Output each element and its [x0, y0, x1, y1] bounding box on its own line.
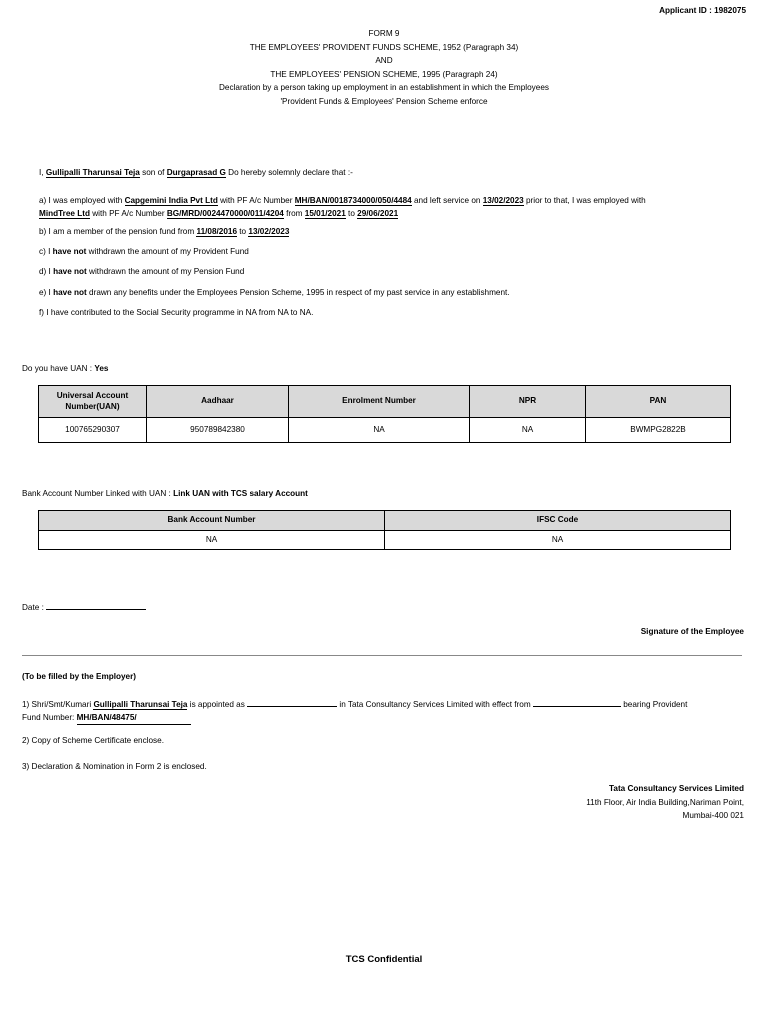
bank-label: Bank Account Number Linked with UAN :	[22, 489, 174, 498]
uan-header: Universal Account Number(UAN)	[39, 386, 147, 418]
item-a	[39, 194, 739, 220]
bank-table-header	[39, 511, 731, 531]
designation-field[interactable]	[247, 697, 337, 707]
item-a-text-4: prior to that, I was employed with	[523, 196, 646, 205]
item-b-text-1: b) I am a member of the pension fund from	[39, 227, 197, 236]
declaration-i: I,	[39, 168, 46, 177]
declaration-text: Do hereby solemnly declare that :-	[225, 168, 353, 177]
aadhaar-value-cell: 950789842380	[147, 418, 289, 443]
appointee-name: Gullipalli Tharunsai Teja	[93, 700, 188, 709]
previous-employer-1: Capgemini India Pvt Ltd	[124, 196, 218, 205]
uan-value: Yes	[94, 364, 109, 373]
declaration-son-of: son of	[139, 168, 167, 177]
employer-item-1-text-3: in Tata Consultancy Services Limited with effect from	[337, 700, 533, 709]
company-address-line-2: Mumbai-400 021	[682, 811, 744, 820]
employer-item-1-text-1: 1) Shri/Smt/Kumari	[22, 700, 94, 709]
employer2-from-date: 15/01/2021	[304, 209, 346, 218]
declaration-line	[39, 168, 353, 179]
enrolment-header: Enrolment Number	[289, 386, 470, 418]
item-e-text-1: e) I	[39, 288, 54, 297]
pension-from-date: 11/08/2016	[196, 227, 237, 236]
employee-name: Gullipalli Tharunsai Teja	[45, 168, 140, 177]
employer2-to-date: 29/06/2021	[357, 209, 399, 218]
section-divider	[22, 655, 742, 656]
npr-header: NPR	[470, 386, 586, 418]
item-c-text-2: withdrawn the amount of my Provident Fund	[86, 247, 249, 256]
item-a-text-5: with PF A/c Number	[89, 209, 167, 218]
bank-account-value-cell: NA	[39, 531, 385, 550]
bank-question	[22, 489, 308, 500]
form-description-2: 'Provident Funds & Employees' Pension Scheme enforce	[280, 96, 488, 106]
form-title: FORM 9	[368, 29, 400, 38]
item-c-text-1: c) I	[39, 247, 53, 256]
date-label: Date :	[22, 603, 47, 612]
table-row	[39, 418, 731, 443]
form-header	[0, 27, 768, 109]
uan-value-cell: 100765290307	[39, 418, 147, 443]
item-e-bold: have not	[53, 288, 87, 297]
bank-table	[38, 510, 731, 550]
date-field[interactable]	[46, 600, 146, 610]
enrolment-value-cell: NA	[289, 418, 470, 443]
applicant-id-value: 1982075	[714, 6, 746, 15]
item-d-text-1: d) I	[39, 267, 54, 276]
pf-number-1: MH/BAN/0018734000/050/4484	[294, 196, 412, 205]
company-address-line-1: 11th Floor, Air India Building,Nariman Point,	[586, 797, 744, 807]
form-scheme-1995: THE EMPLOYEES' PENSION SCHEME, 1995 (Paragraph 24)	[270, 69, 498, 79]
effective-date-field[interactable]	[533, 697, 621, 707]
provident-fund-number: MH/BAN/48475/	[77, 711, 191, 725]
item-a-text-2: with PF A/c Number	[217, 196, 295, 205]
uan-table-header	[39, 386, 731, 418]
item-d	[39, 267, 244, 278]
uan-question	[22, 364, 108, 375]
ifsc-header: IFSC Code	[385, 511, 731, 531]
item-a-text-7: to	[345, 209, 358, 218]
item-e-text-2: drawn any benefits under the Employees Pension Scheme, 1995 in respect of my past service in any establishment.	[86, 288, 510, 297]
employer-item-1	[22, 697, 747, 725]
pan-value-cell: BWMPG2822B	[586, 418, 731, 443]
applicant-id	[659, 6, 746, 17]
father-name: Durgaprasad G	[166, 168, 226, 177]
employee-signature-label: Signature of the Employee	[640, 627, 744, 636]
bank-account-header: Bank Account Number	[39, 511, 385, 531]
table-row	[39, 531, 731, 550]
item-f: f) I have contributed to the Social Security programme in NA from NA to NA.	[39, 308, 314, 317]
employer-item-1-text-4: bearing Provident	[620, 700, 688, 709]
employer-item-3: 3) Declaration & Nomination in Form 2 is enclosed.	[22, 762, 207, 771]
pan-header: PAN	[586, 386, 731, 418]
item-a-text-1: a) I was employed with	[39, 196, 125, 205]
ifsc-value-cell: NA	[385, 531, 731, 550]
footer-confidential: TCS Confidential	[345, 954, 423, 965]
form-scheme-1952: THE EMPLOYEES' PROVIDENT FUNDS SCHEME, 1952 (Paragraph 34)	[249, 42, 519, 52]
pf-number-2: BG/MRD/0024470000/011/4204	[166, 209, 284, 218]
item-a-text-3: and left service on	[411, 196, 483, 205]
employer-item-1-text-5: Fund Number:	[22, 713, 77, 722]
item-d-bold: have not	[53, 267, 87, 276]
form-description-1: Declaration by a person taking up employment in an establishment in which the Employees	[219, 83, 549, 93]
aadhaar-header: Aadhaar	[147, 386, 289, 418]
date-line	[22, 600, 146, 614]
employer-item-1-text-2: is appointed as	[187, 700, 248, 709]
company-name: Tata Consultancy Services Limited	[609, 784, 744, 793]
previous-employer-2: MindTree Ltd	[39, 209, 90, 218]
item-e	[39, 288, 510, 299]
item-a-text-6: from	[283, 209, 305, 218]
item-b-text-2: to	[237, 227, 249, 236]
company-address	[586, 782, 744, 823]
item-c-bold: have not	[52, 247, 87, 256]
pension-to-date: 13/02/2023	[248, 227, 290, 236]
uan-table	[38, 385, 731, 443]
item-d-text-2: withdrawn the amount of my Pension Fund	[86, 267, 245, 276]
employer-item-2: 2) Copy of Scheme Certificate enclose.	[22, 736, 164, 745]
item-b	[39, 227, 289, 238]
npr-value-cell: NA	[470, 418, 586, 443]
form-and: AND	[375, 56, 393, 66]
uan-label: Do you have UAN :	[22, 364, 95, 373]
employer-section-heading: (To be filled by the Employer)	[22, 672, 137, 681]
applicant-id-label: Applicant ID :	[659, 6, 715, 15]
item-c	[39, 247, 249, 258]
left-service-date: 13/02/2023	[482, 196, 524, 205]
bank-value: Link UAN with TCS salary Account	[173, 489, 308, 498]
